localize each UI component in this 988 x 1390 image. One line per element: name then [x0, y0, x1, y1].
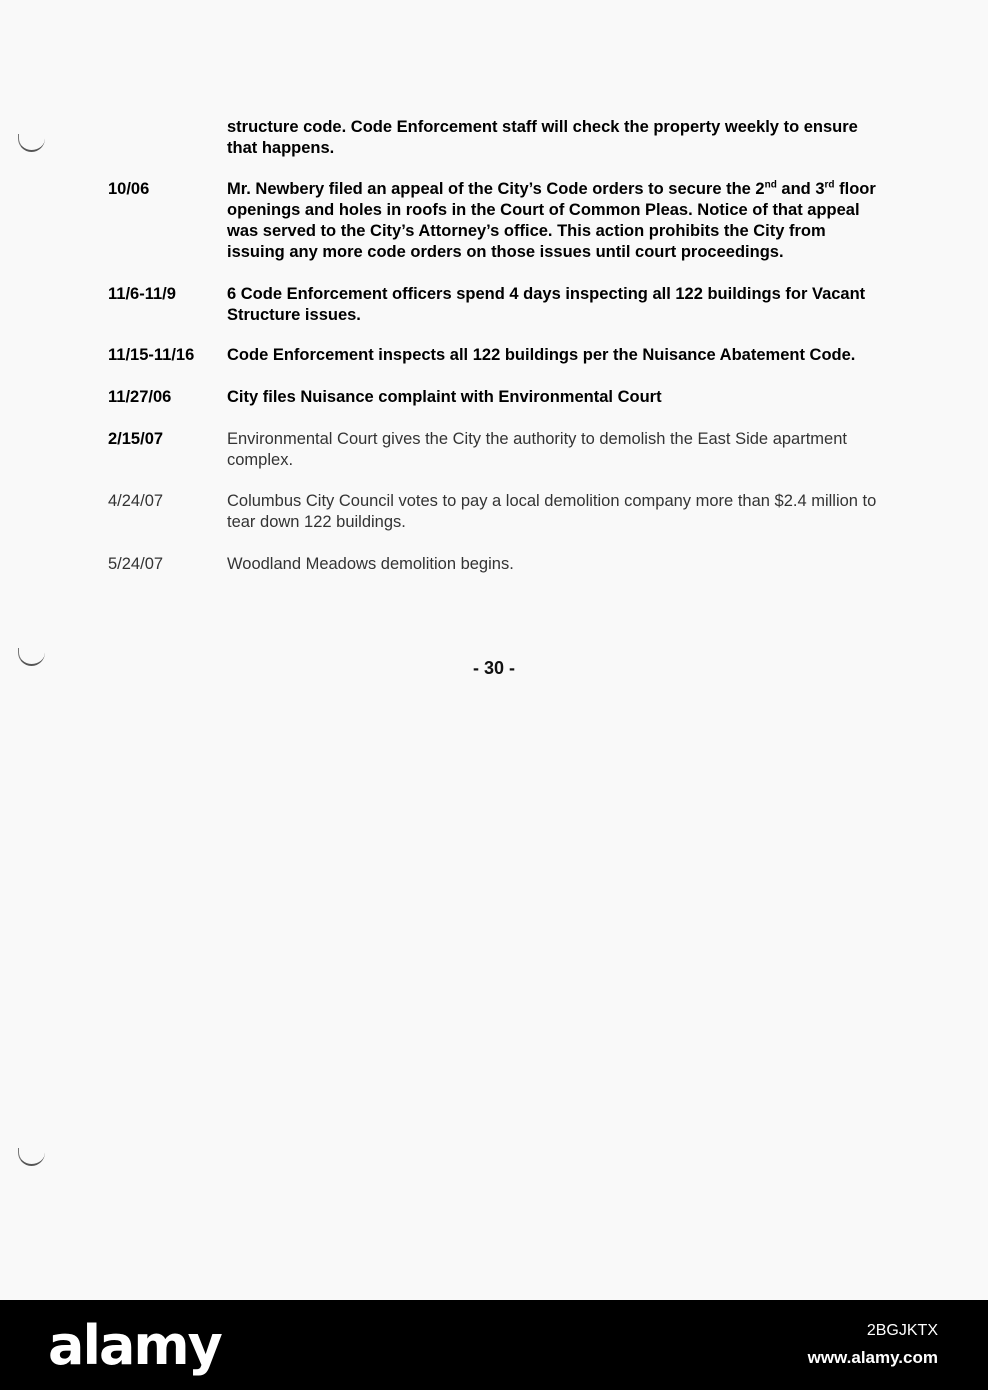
image-id: 2BGJKTX: [866, 1322, 938, 1339]
entry-date: 4/24/07: [108, 492, 164, 510]
entry-date: 11/6-11/9: [108, 285, 176, 303]
entry-date: 10/06: [108, 180, 150, 198]
entry-text: Columbus City Council votes to pay a local demolition company more than $2.4 million to tear down 122 buildings.: [227, 492, 877, 531]
alamy-logo: alamy: [48, 1314, 221, 1377]
entry-text: Environmental Court gives the City the authority to demolish the East Side apartment complex.: [227, 430, 847, 469]
entry-text: Mr. Newbery filed an appeal of the City’s Code orders to secure the 2nd and 3rd floor openings and holes in roofs in the Court of Common Pleas. Notice of that appeal was served to the City’s Attorney’s office. This action prohibits the City from issuing any more code orders on those issues until court proceedings.: [227, 179, 876, 261]
binder-hole-mark: [18, 1148, 45, 1166]
entry-date: 5/24/07: [108, 555, 164, 573]
entry-date: 11/27/06: [108, 388, 172, 406]
entry-text: City files Nuisance complaint with Environmental Court: [227, 388, 662, 406]
entry-text: Code Enforcement inspects all 122 buildings per the Nuisance Abatement Code.: [227, 346, 856, 364]
entry-date: 2/15/07: [108, 430, 164, 448]
entry-text: Woodland Meadows demolition begins.: [227, 555, 514, 573]
stock-footer-bar: [0, 1300, 988, 1390]
entry-text: structure code. Code Enforcement staff will check the property weekly to ensure that happens.: [227, 118, 858, 157]
site-url: www.alamy.com: [807, 1348, 938, 1367]
binder-hole-mark: [18, 134, 45, 152]
entry-date: 11/15-11/16: [108, 346, 195, 364]
page-number: - 30 -: [472, 658, 515, 678]
entry-text: 6 Code Enforcement officers spend 4 days inspecting all 122 buildings for Vacant Structure issues.: [227, 285, 866, 324]
